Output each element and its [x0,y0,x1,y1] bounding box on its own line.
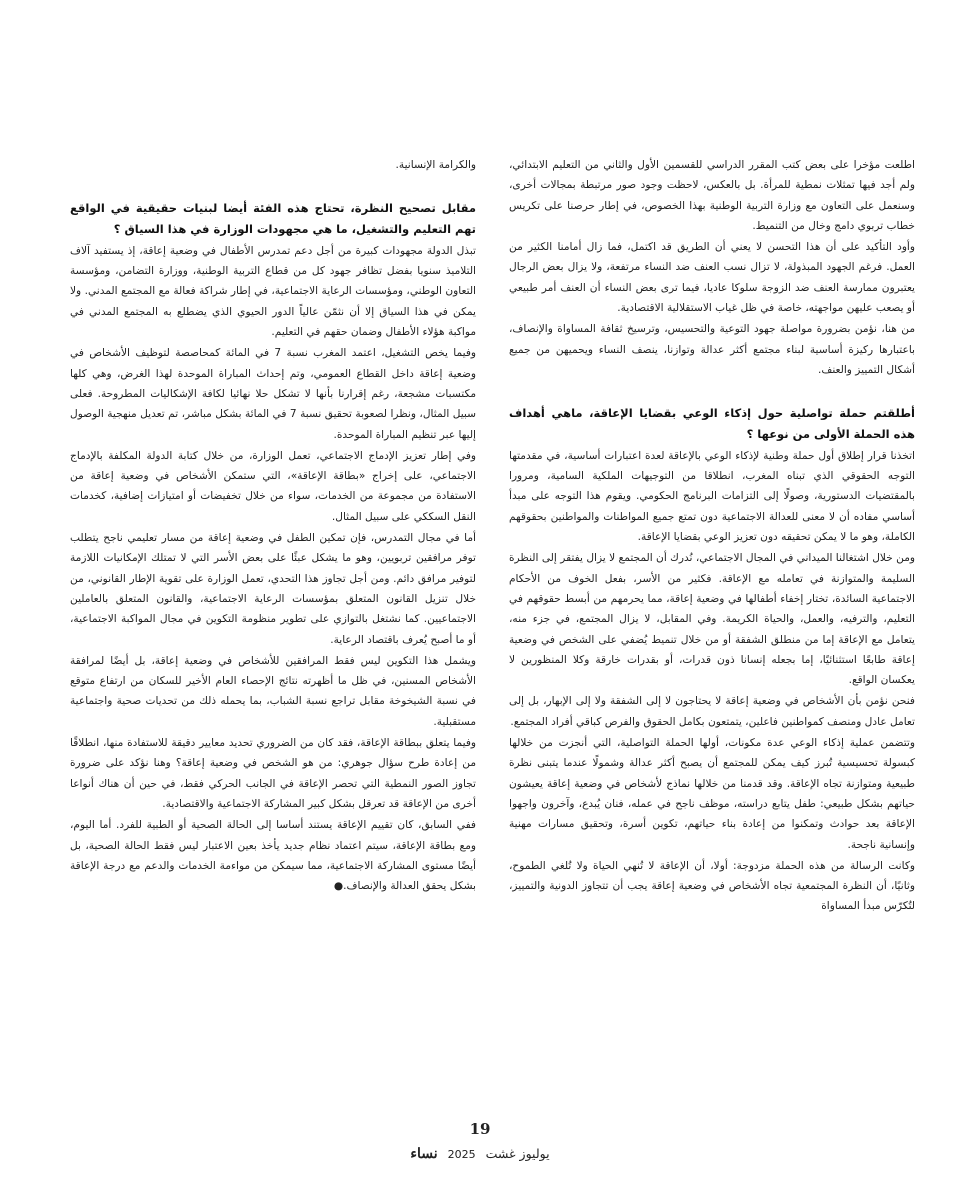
paragraph: وفيما يخص التشغيل، اعتمد المغرب نسبة 7 في المائة كمحاصصة لتوظيف الأشخاص في وضعية إعاقة داخل القطاع العمومي، وتم إحداث المباراة الموحدة لهذا الغرض، وهي كلها مكتسبات مشجعة، رغم إقرارنا بأنها لا تشكل حلا نهائيا لكافة الإشكاليات المطروحة. فعلى سبيل المثال، ونظرا لصعوبة تحقيق نسبة 7 في المائة بشكل مباشر، تم تعديل منهجية الوصول إليها عبر تنظيم المباراة الموحدة. [70,347,476,441]
paragraph: وكانت الرسالة من هذه الحملة مزدوجة: أولا، أن الإعاقة لا تُنهي الحياة ولا تُلغي الطموح، وثانيًا، أن النظرة المجتمعية تجاه الأشخاص في وضعية إعاقة يجب أن تتجاوز الدونية والتمييز، لتُكرّس مبدأ المساواة [509,859,915,913]
article-column-left [70,155,476,897]
paragraph: فنحن نؤمن بأن الأشخاص في وضعية إعاقة لا يحتاجون لا إلى الشفقة ولا إلى الإبهار، بل إلى تعامل عادل ومنصف كمواطنين فاعلين، يتمتعون بكامل الحقوق والفرص كباقي أفراد المجتمع. [509,695,915,728]
paragraph: ومن خلال اشتغالنا الميداني في المجال الاجتماعي، نُدرك أن المجتمع لا يزال يفتقر إلى النظرة السليمة والمتوازنة في تعامله مع الإعاقة. فكثير من الأسر، بفعل الخوف من الأحكام الاجتماعية السائدة، تختار إخفاء أطفالها في وضعية إعاقة، مما يحرمهم من أبسط حقوقهم في التعليم، والترفيه، والعمل، والحياة الكريمة. وفي المقابل، لا يزال المجتمع، في جزء منه، يتعامل مع الإعاقة إما من منطلق الشفقة أو من خلال تنميط يُضفي على الشخص في وضعية إعاقة طابعًا استثنائيًا، إما بجعله إنسانا ذون قدرات، أو بقدرات خارقة وكلا المنظورين لا يعكسان الواقع. [509,552,915,687]
magazine-footer [0,1146,960,1162]
page-number: 19 [469,1120,491,1138]
paragraph: اتخذنا قرار إطلاق أول حملة وطنية لإذكاء الوعي بالإعاقة لعدة اعتبارات أساسية، في مقدمتها التوجه الحقوقي الذي تبناه المغرب، انطلاقا من التوجيهات الملكية السامية، ومرورا بالمقتضيات الدستورية، وصولًا إلى التزامات البرنامج الحكومي. ويقوم هذا التوجه على مبدأ أساسي مفاده أن لا معنى للعدالة الاجتماعية دون تمتع جميع المواطنات والمواطنين بحقوقهم الكاملة، وهو ما لا يمكن تحقيقه دون تعزيز الوعي بقضايا الإعاقة. [509,449,915,544]
interview-question-heading: مقابل تصحيح النظرة، تحتاج هذه الفئة أيضا لبنيات حقيقية في الواقع تهم التعليم والتشغيل، ما هي مجهودات الوزارة في هذا السياق ؟ [70,201,476,236]
paragraph: وأود التأكيد على أن هذا التحسن لا يعني أن الطريق قد اكتمل، فما زال أمامنا الكثير من العمل. فرغم الجهود المبذولة، لا تزال نسب العنف ضد النساء مرتفعة، ولا يزال بعض الرجال يعتبرون ممارسة العنف ضد الزوجة سلوكا عاديا، فيما ترى بعض النساء أن العنف أمر طبيعي أو يصعب عليهن مواجهته، خاصة في ظل غياب الاستقلالية الاقتصادية. [509,241,915,315]
paragraph: وفيما يتعلق ببطاقة الإعاقة، فقد كان من الضروري تحديد معايير دقيقة للاستفادة منها، انطلاقًا من إعادة طرح سؤال جوهري: من هو الشخص في وضعية إعاقة؟ وهنا نؤكد على ضرورة تجاوز الصور النمطية التي تحصر الإعاقة في الجانب الحركي فقط، في حين أن هناك أنواعا أخرى من الإعاقة قد تعرقل بشكل كبير المشاركة الاجتماعية والاقتصادية. [70,737,476,810]
interview-question-heading: أطلقتم حملة تواصلية حول إذكاء الوعي بقضايا الإعاقة، ماهي أهداف هذه الحملة الأولى من نوعها ؟ [509,406,915,441]
paragraph: أما في مجال التمدرس، فإن تمكين الطفل في وضعية إعاقة من مسار تعليمي ناجح يتطلب توفر مرافقين تربويين، وهو ما يشكل عبئًا على بعض الأسر التي لا تمتلك الإمكانيات اللازمة لتوفير مرافق دائم. ومن أجل تجاوز هذا التحدي، تعمل الوزارة على تقوية الإطار القانوني، من خلال تنزيل القانون المتعلق بمؤسسات الرعاية الاجتماعية، والقانون المتعلق بالعاملين الاجتماعيين. كما نشتغل بالتوازي على تطوير منظومة التكوين في مجال المواكبة الاجتماعية، أو ما أصبح يُعرف باقتصاد الرعاية. [70,532,476,646]
article-column-right [509,155,915,918]
section-gap [70,176,476,198]
magazine-name: نساء [410,1146,438,1162]
paragraph: والكرامة الإنسانية. [395,159,476,171]
issue-year: 2025 [447,1148,476,1161]
paragraph: تبذل الدولة مجهودات كبيرة من أجل دعم تمدرس الأطفال في وضعية إعاقة، إذ يستفيد آلاف التلاميذ سنويا بفضل تظافر جهود كل من قطاع التربية الوطنية، ووزارة التضامن، ومؤسسة التعاون الوطني، ومؤسسات الرعاية الاجتماعية، في إطار شراكة فعالة مع المجتمع المدني. ولا يمكن في هذا السياق إلا أن نثمّن عالياً الدور الحيوي الذي يضطلع به المجتمع المدني في مواكبة هؤلاء الأطفال وضمان حقهم في التعليم. [70,244,476,339]
paragraph: ويشمل هذا التكوين ليس فقط المرافقين للأشخاص في وضعية إعاقة، بل أيضًا لمرافقة الأشخاص المسنين، في ظل ما أظهرته نتائج الإحصاء العام الأخير للسكان من ارتفاع متوقع في نسبة الشيخوخة مقابل تراجع نسبة الشباب، بما يحمله ذلك من تحديات صحية واجتماعية مستقبلية. [70,654,476,728]
paragraph: وتتضمن عملية إذكاء الوعي عدة مكونات، أولها الحملة التواصلية، التي أنجزت من خلالها كبسولة تحسيسية تُبرز كيف يمكن للمجتمع أن يصبح أكثر عدالة وشمولًا عندما يتبنى نظرة طبيعية ومتوازنة تجاه الإعاقة. وقد قدمنا من خلالها نماذج لأشخاص في وضعية إعاقة يعيشون حياتهم بشكل طبيعي: طفل يتابع دراسته، موظف ناجح في عمله، فنان يُبدع، وآخرون واجهوا الإعاقة بعد حوادث وتمكنوا من إعادة بناء حياتهم، تكوين أسرة، وتحقيق مسارات مهنية وإنسانية ناجحة. [509,737,915,851]
issue-month: يوليوز غشت [485,1146,550,1161]
paragraph: اطلعت مؤخرا على بعض كتب المقرر الدراسي للقسمين الأول والثاني من التعليم الابتدائي، ولم أجد فيها تمثلات نمطية للمرأة. بل بالعكس، لاحظت وجود صور مرتبطة بمجالات أخرى، وسنعمل على التعاون مع وزارة التربية الوطنية بهذا الخصوص، في إطار حرصنا على تكريس خطاب تربوي دامج وخال من التنميط. [509,159,915,232]
paragraph: ففي السابق، كان تقييم الإعاقة يستند أساسا إلى الحالة الصحية أو الطبية للفرد. أما اليوم، ومع بطاقة الإعاقة، سيتم اعتماد نظام جديد يأخذ بعين الاعتبار ليس فقط الحالة الصحية، بل أيضًا مستوى المشاركة الاجتماعية، مما سيمكن من مواءمة الخدمات والدعم مع درجة الإعاقة بشكل يحقق العدالة والإنصاف.● [70,819,476,893]
paragraph: وفي إطار تعزيز الإدماج الاجتماعي، تعمل الوزارة، من خلال كتابة الدولة المكلفة بالإدماج الاجتماعي، على إخراج «بطاقة الإعاقة»، التي ستمكن الأشخاص في وضعية إعاقة من الاستفادة من مجموعة من الخدمات، سواء من خلال تخفيضات أو امتيازات إضافية، كخدمات النقل السككي على سبيل المثال. [70,449,476,523]
paragraph: من هنا، نؤمن بضرورة مواصلة جهود التوعية والتحسيس، وترسيخ ثقافة المساواة والإنصاف، باعتبارها ركيزة أساسية لبناء مجتمع أكثر عدالة وتوازنا، ينصف النساء ويحميهن من جميع أشكال التمييز والعنف. [509,323,915,376]
section-gap [509,381,915,403]
